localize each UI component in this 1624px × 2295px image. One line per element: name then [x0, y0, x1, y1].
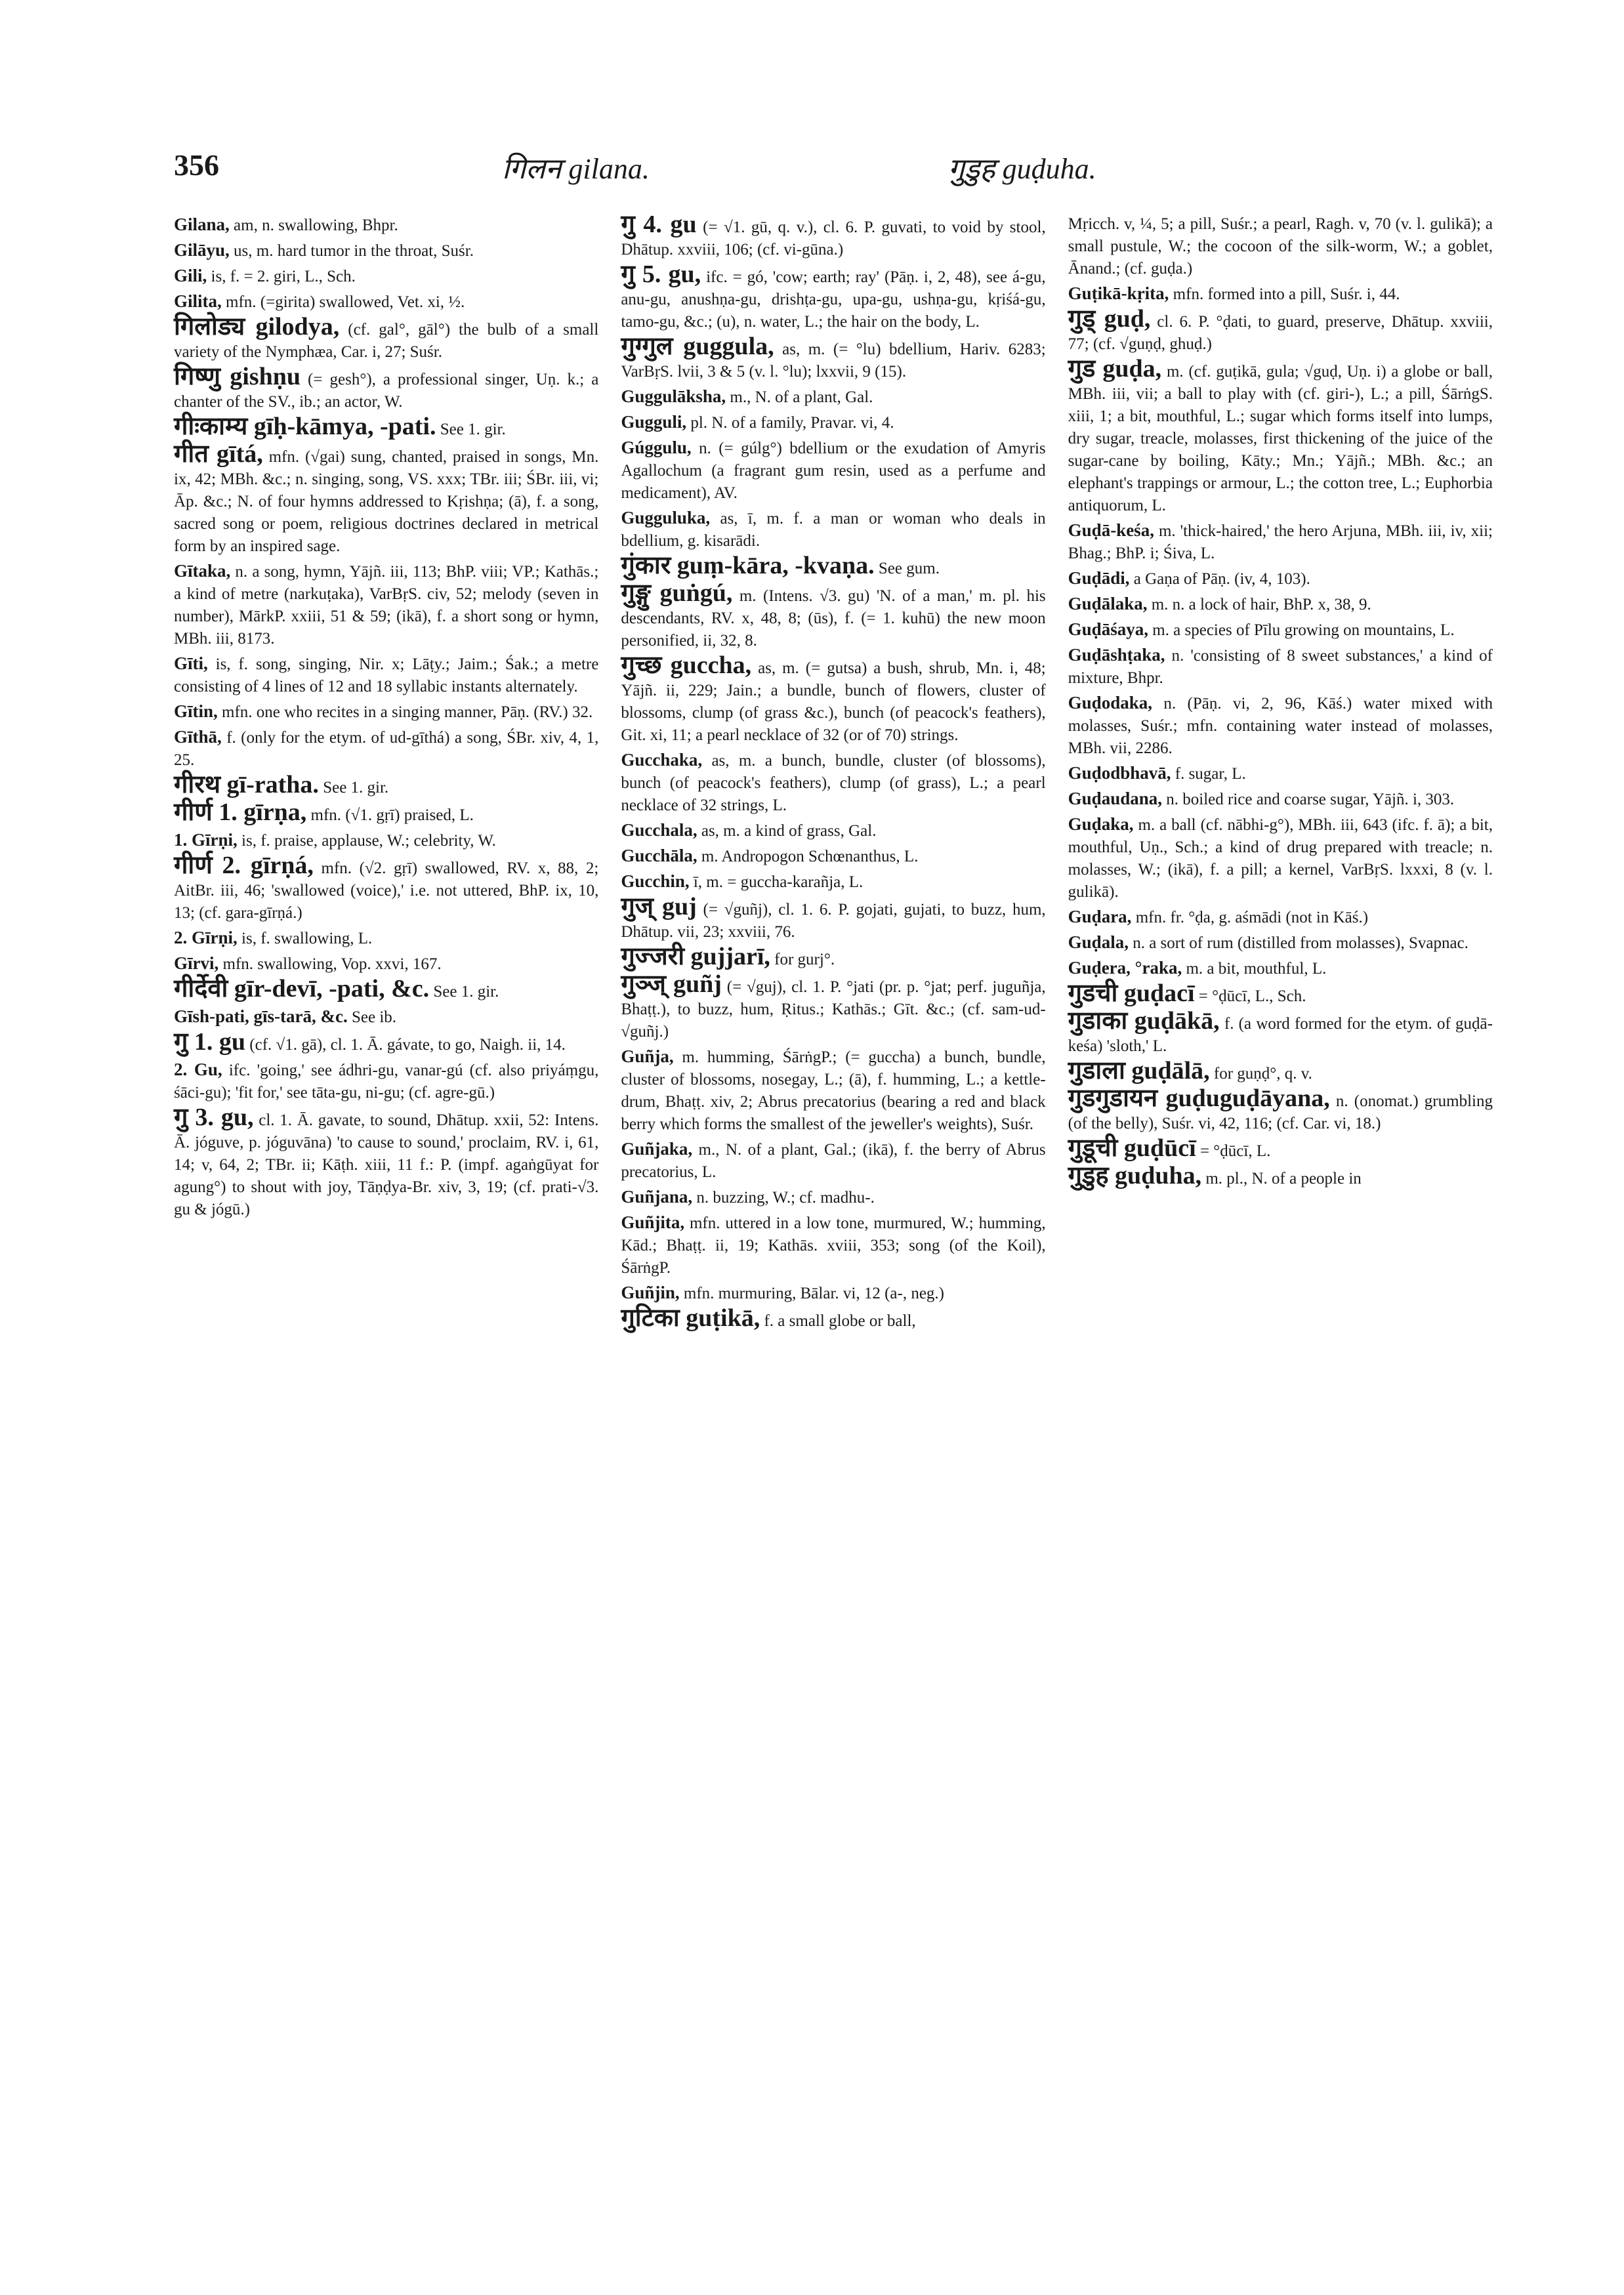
entry-definition: mfn. (√2. gṛī) swallowed, RV. x, 88, 2; AitBr. iii, 46; 'swallowed (voice),' i.e. not uttered, BhP. ix, 10, 13; (cf. gara-gīrṇá.) [174, 859, 599, 922]
entry-definition: ifc. 'going,' see ádhri-gu, vanar-gú (cf. also priyáṃgu, śāci-gu); 'fit for,' see tāta-gu, ni-gu; (cf. agre-gū.) [174, 1062, 599, 1102]
dictionary-entry [1068, 305, 1493, 356]
entry-headword: Gilita, [174, 291, 222, 311]
entry-headword: Guḍodaka, [1068, 693, 1152, 713]
dictionary-entry [1068, 692, 1493, 760]
entry-definition: a Gaṇa of Pāṇ. (iv, 4, 103). [1133, 570, 1310, 588]
dictionary-entry [621, 844, 1045, 868]
entry-definition: m. 'thick-haired,' the hero Arjuna, MBh. iii, iv, xii; Bhag.; BhP. i; Śiva, L. [1068, 522, 1493, 562]
entry-headword: Guḍāshṭaka, [1068, 645, 1165, 665]
entry-headword: 2. Gu, [174, 1060, 222, 1079]
entry-definition: = °ḍūcī, L., Sch. [1198, 987, 1306, 1005]
entry-definition: n. buzzing, W.; cf. madhu-. [696, 1189, 875, 1207]
dictionary-entry [174, 313, 599, 363]
entry-definition: m. a species of Pīlu growing on mountains, L. [1152, 621, 1455, 639]
entry-definition: is, f. praise, applause, W.; celebrity, W. [241, 832, 496, 850]
entry-definition: m. (cf. guṭikā, gula; √guḍ, Uṇ. i) a globe or ball, MBh. iii, vii; a ball to play with (cf. giri-), L.; a pill, ŚārṅgS. xiii, 1; a bit, mouthful, L.; sugar which forms itself into lumps, dry sugar, treacle, molasses, first thickening of the juice of the sugar-cane by boiling, Kāty.; Mn.; Yājñ.; MBh. &c.; an elephant's trappings or armour, L.; the cotton tree, L.; Euphorbia antiquorum, L. [1068, 363, 1493, 514]
entry-definition: as, m. (= gutsa) a bush, shrub, Mn. i, 48; Yājñ. ii, 229; Jain.; a bundle, bunch of flowers, cluster of blossoms, clump (of grass &c.), bunch (of peacock's feathers), Git. xi, 11; a pearl necklace of 32 (or of 70) strings. [621, 659, 1046, 744]
dictionary-entry [621, 1281, 1045, 1305]
entry-headword: गुडाका guḍākā, [1068, 1007, 1220, 1035]
entry-headword: Gīti, [174, 653, 208, 673]
entry-definition: (= √guj), cl. 1. P. °jati (pr. p. °jat; perf. juguñja, Bhaṭṭ.), to buzz, hum, Ṛitus.; Kathās.; Gīt. &c.; (cf. sam-ud-√guñj.) [621, 978, 1046, 1041]
dictionary-entry [621, 335, 1045, 383]
dictionary-entry [174, 700, 598, 724]
dictionary-entry [621, 1211, 1045, 1279]
dictionary-entry [1068, 931, 1493, 955]
page-number: 356 [174, 148, 219, 182]
entry-headword: गुटिका guṭikā, [621, 1304, 760, 1332]
entry-definition: (cf. gal°, gāl°) the bulb of a small variety of the Nymphæa, Car. i, 27; Suśr. [174, 321, 599, 361]
entry-definition: cl. 6. P. °ḍati, to guard, preserve, Dhātup. xxviii, 77; (cf. √guṇḍ, ghuḍ.) [1068, 313, 1493, 353]
entry-headword: गुग्गुल guggula, [621, 333, 774, 360]
page-header [174, 141, 1493, 194]
entry-definition: m., N. of a plant, Gal.; (ikā), f. the berry of Abrus precatorius, L. [621, 1141, 1046, 1181]
dictionary-entry [174, 652, 598, 698]
entry-definition: mfn. uttered in a low tone, murmured, W.; humming, Kād.; Bhaṭṭ. ii, 19; Kathās. xviii, 353; song (of the Koil), ŚārṅgP. [621, 1214, 1046, 1277]
entry-definition: See 1. gir. [440, 421, 506, 438]
entry-headword: Guñjita, [621, 1212, 685, 1232]
entry-definition: (cf. √1. gā), cl. 1. Ā. gávate, to go, Naigh. ii, 14. [249, 1036, 566, 1054]
dictionary-entry [621, 385, 1045, 409]
entry-headword: Guñjin, [621, 1283, 680, 1302]
entry-headword: गिष्णु gishṇu [174, 363, 301, 390]
entry-definition: us, m. hard tumor in the throat, Suśr. [234, 242, 474, 260]
entry-headword: Gīsh-pati, gīs-tarā, &c. [174, 1006, 348, 1026]
entry-definition: m. n. a lock of hair, BhP. x, 38, 9. [1151, 596, 1371, 613]
entry-headword: Gili, [174, 266, 207, 285]
dictionary-entry [174, 1028, 598, 1056]
entry-definition: f. a small globe or ball, [764, 1312, 916, 1330]
dictionary-entry [1068, 213, 1493, 280]
dictionary-entry [1068, 1134, 1493, 1163]
entry-definition: is, f. swallowing, L. [241, 930, 373, 947]
entry-headword: Guḍādi, [1068, 568, 1130, 588]
entry-definition: m. (Intens. √3. gu) 'N. of a man,' m. pl. his descendants, RV. x, 48, 8; (ūs), f. (= 1. kuhū) the new moon personified, ii, 32, 8. [621, 587, 1046, 650]
dictionary-entry [621, 260, 1046, 333]
entry-definition: m., N. of a plant, Gal. [730, 388, 873, 406]
entry-headword: Gucchala, [621, 820, 697, 840]
entry-headword: Gucchāla, [621, 846, 697, 865]
dictionary-entry [1068, 1057, 1493, 1085]
entry-definition: n. a sort of rum (distilled from molasses), Svapnac. [1133, 934, 1468, 952]
entry-headword: Gúggulu, [621, 438, 692, 457]
entry-definition: m. a ball (cf. nābhi-g°), MBh. iii, 643 (ifc. f. ā); a bit, mouthful, Uṇ., Sch.; a kind of drug prepared with treacle; n. molasses, W.; (ikā), f. a pill; a kernel, VarBṛS. lxxxi, 8 (v. l. gulikā). [1068, 816, 1493, 901]
entry-headword: Guḍala, [1068, 932, 1129, 952]
dictionary-entry [621, 945, 1045, 971]
entry-headword: 2. Gīrṇi, [174, 928, 238, 947]
dictionary-entry [621, 970, 1046, 1043]
entry-headword: गु 5. gu, [621, 260, 701, 288]
entry-headword: Gilana, [174, 215, 230, 234]
entry-definition: as, m. (= °lu) bdellium, Hariv. 6283; VarBṛS. lvii, 3 & 5 (v. l. °lu); lxxvii, 9 (15). [621, 341, 1046, 381]
column-1 [174, 213, 598, 1334]
dictionary-entry [621, 1186, 1045, 1209]
entry-definition: n. (onomat.) grumbling (of the belly), Suśr. vi, 42, 116; (cf. Car. vi, 18.) [1068, 1092, 1493, 1132]
entry-definition: n. a song, hymn, Yājñ. iii, 113; BhP. viii; VP.; Kathās.; a kind of metre (narkuṭaka), VarBṛS. civ, 52; melody (seven in number), MārkP. xxiii, 51 & 59; (ikā), f. a short song or hymn, MBh. iii, 8173. [174, 563, 599, 648]
entry-definition: ifc. = gó, 'cow; earth; ray' (Pāṇ. i, 2, 48), see á-gu, anu-gu, anushṇa-gu, drishṭa-gu, upa-gu, ushṇa-gu, kṛiśá-gu, tamo-gu, &c.; (u), n. water, L.; the hair on the body, L. [621, 268, 1046, 331]
entry-headword: Guḍodbhavā, [1068, 763, 1171, 783]
dictionary-entry [1068, 982, 1493, 1008]
entry-headword: Guñjaka, [621, 1139, 693, 1159]
dictionary-entry [1068, 355, 1493, 517]
dictionary-entry [621, 411, 1045, 434]
dictionary-entry [621, 651, 1046, 747]
dictionary-entry [174, 239, 598, 262]
entry-headword: 1. Gīrṇi, [174, 830, 238, 850]
entry-definition: as, m. a bunch, bundle, cluster (of blossoms), bunch (of peacock's feathers), clump (of grass), L.; a pearl necklace of 32 strings, L. [621, 752, 1046, 814]
entry-definition: m. pl., N. of a people in [1205, 1170, 1362, 1188]
entry-headword: गु 1. gu [174, 1028, 246, 1056]
entry-definition: See gum. [878, 560, 940, 577]
entry-definition: as, m. a kind of grass, Gal. [701, 822, 877, 840]
entry-headword: Gītin, [174, 701, 218, 721]
entry-definition: mfn. fr. °ḍa, g. aśmādi (not in Kāś.) [1135, 909, 1369, 926]
entry-definition: f. (a word formed for the etym. of guḍā-keśa) 'sloth,' L. [1068, 1015, 1493, 1055]
column-3 [1068, 213, 1493, 1334]
entry-headword: गुड guḍa, [1068, 355, 1162, 382]
entry-definition: (= √1. gū, q. v.), cl. 6. P. guvati, to void by stool, Dhātup. xxviii, 106; (cf. vi-gūna.) [621, 218, 1046, 258]
dictionary-entry [621, 870, 1045, 894]
dictionary-entry [1068, 957, 1493, 980]
dictionary-entry [621, 1138, 1045, 1184]
entry-definition: mfn. (=girita) swallowed, Vet. xi, ½. [226, 293, 465, 311]
entry-headword: Guḍara, [1068, 907, 1132, 926]
dictionary-entry [621, 554, 1045, 580]
dictionary-entry [174, 798, 598, 827]
column-2 [621, 213, 1045, 1334]
entry-headword: गुञ्ज् guñj [621, 970, 722, 998]
entry-definition: See ib. [351, 1008, 397, 1026]
dictionary-entry [621, 1045, 1045, 1136]
dictionary-entry [174, 854, 598, 924]
entry-definition: ī, m. = guccha-karañja, L. [693, 873, 864, 891]
dictionary-entry [1068, 762, 1493, 785]
dictionary-entry [621, 436, 1045, 505]
dictionary-entry [1068, 1087, 1493, 1135]
entry-definition: f. (only for the etym. of ud-gīthá) a song, ŚBr. xiv, 4, 1, 25. [174, 729, 599, 769]
dictionary-entry [174, 264, 598, 288]
dictionary-entry [174, 290, 598, 314]
entry-definition: mfn. (√gai) sung, chanted, praised in songs, Mn. ix, 42; MBh. &c.; n. singing, song, VS. xxx; TBr. iii; ŚBr. iii, vi; Āp. &c.; N. of four hymns addressed to Kṛishṇa; (ā), f. a song, sacred song or poem, religious doctrines declared in metrical form by an inspired sage. [174, 448, 599, 555]
dictionary-entry [1068, 519, 1493, 565]
entry-definition: is, f. song, singing, Nir. x; Lāṭy.; Jaim.; Śak.; a metre consisting of 4 lines of 12 and 18 syllabic instants alternately. [174, 655, 599, 695]
dictionary-entry [174, 726, 598, 772]
dictionary-entry [1068, 813, 1493, 903]
dictionary-entry [1068, 644, 1493, 690]
entry-headword: Guḍera, °raka, [1068, 958, 1182, 978]
entry-headword: गिलोड्य gilodya, [174, 313, 340, 341]
entry-headword: गीःकाम्य gīḥ-kāmya, -pati. [174, 413, 436, 440]
entry-definition: m. humming, ŚārṅgP.; (= guccha) a bunch, bundle, cluster of blossoms, nosegay, L.; (ā), f. humming, L.; a kettle-drum, Bhaṭṭ. xiv, 2; Abrus precatorius (bearing a red and black berry which forms the smallest of the jeweller's weights), Suśr. [621, 1048, 1046, 1133]
entry-definition: m. Andropogon Schœnanthus, L. [701, 848, 919, 865]
entry-headword: गुडगुडायन guḍuguḍāyana, [1068, 1085, 1330, 1112]
dictionary-entry [1068, 787, 1493, 811]
entry-headword: गुडुह guḍuha, [1068, 1162, 1202, 1189]
entry-headword: Gīrvi, [174, 953, 219, 973]
entry-headword: गुज् guj [621, 893, 697, 920]
entry-definition: f. sugar, L. [1175, 765, 1246, 783]
dictionary-entry [174, 560, 598, 650]
dictionary-entry [174, 975, 598, 1003]
entry-definition: See 1. gir. [323, 779, 389, 796]
entry-headword: गुंकार guṃ-kāra, -kvaṇa. [621, 552, 875, 579]
entry-definition: See 1. gir. [433, 983, 499, 1001]
entry-headword: Gugguli, [621, 412, 687, 432]
entry-headword: Gugguluka, [621, 508, 711, 527]
entry-definition: for gurj°. [774, 951, 835, 968]
entry-headword: Guñjana, [621, 1187, 693, 1207]
entry-headword: गुडूची guḍūcī [1068, 1134, 1196, 1162]
entry-definition: is, f. = 2. giri, L., Sch. [211, 268, 356, 285]
entry-headword: Gīthā, [174, 727, 222, 747]
dictionary-entry [174, 440, 599, 558]
dictionary-entry [1068, 567, 1493, 590]
dictionary-entry [174, 365, 598, 413]
entry-definition: (= gesh°), a professional singer, Uṇ. k.; a chanter of the SV., ib.; an actor, W. [174, 371, 599, 411]
dictionary-entry [1068, 592, 1493, 616]
entry-headword: Guḍā-keśa, [1068, 520, 1154, 540]
dictionary-entry [174, 1005, 598, 1029]
entry-headword: Gītaka, [174, 561, 231, 581]
entry-definition: m. a bit, mouthful, L. [1186, 960, 1327, 978]
dictionary-entry [174, 771, 598, 799]
entry-definition: mfn. swallowing, Vop. xxvi, 167. [222, 955, 442, 973]
entry-headword: Gucchin, [621, 871, 690, 891]
dictionary-entry [174, 1058, 598, 1104]
dictionary-entry [621, 893, 1046, 943]
entry-definition: (= √guñj), cl. 1. 6. P. gojati, gujati, to buzz, hum, Dhātup. vii, 23; xxviii, 76. [621, 901, 1046, 941]
entry-headword: Guḍaudana, [1068, 789, 1162, 808]
catchword-right: गुडुह guḍuha. [948, 153, 1096, 185]
dictionary-entry [621, 213, 1045, 261]
catchword-left: गिलन gilana. [502, 153, 650, 185]
entry-headword: गीत gītá, [174, 440, 263, 468]
entry-headword: Guḍaka, [1068, 814, 1134, 834]
entry-definition: n. (Pāṇ. vi, 2, 96, Kāś.) water mixed with molasses, Suśr.; mfn. containing water instead of molasses, MBh. vii, 2286. [1068, 695, 1493, 757]
dictionary-entry [621, 579, 1046, 652]
entry-headword: गीरथ gī-ratha. [174, 771, 319, 798]
entry-headword: गुडची guḍacī [1068, 980, 1195, 1007]
columns [174, 213, 1493, 1334]
entry-headword: Guṭikā-kṛita, [1068, 283, 1169, 303]
dictionary-entry [174, 213, 598, 237]
dictionary-entry [1068, 1162, 1493, 1190]
dictionary-entry [1068, 905, 1493, 929]
entry-definition: cl. 1. Ā. gavate, to sound, Dhātup. xxii, 52: Intens. Ā. jóguve, p. jóguvāna) 'to cause to sound,' proclaim, RV. i, 61, 14; v, 64, 2; TBr. ii; Kāṭh. xiii, 11 f.: P. (impf. agaṅgūyat for agung°) to shout with joy, Tāṇḍya-Br. xiv, 3, 19; (cf. prati-√3. gu & jógū.) [174, 1111, 599, 1218]
entry-headword: गुज्जरी gujjarī, [621, 943, 770, 970]
entry-definition: as, ī, m. f. a man or woman who deals in bdellium, g. kisarādi. [621, 510, 1046, 550]
entry-headword: गुङ्गु guṅgú, [621, 579, 733, 607]
entry-headword: गीर्ण 2. gīrṇá, [174, 852, 314, 879]
entry-definition: = °ḍūcī, L. [1199, 1142, 1271, 1160]
entry-definition: mfn. one who recites in a singing manner, Pāṇ. (RV.) 32. [222, 703, 593, 721]
entry-definition: mfn. formed into a pill, Suśr. i, 44. [1173, 285, 1400, 303]
dictionary-entry [174, 926, 598, 950]
entry-headword: गु 4. gu [621, 211, 697, 238]
entry-headword: गुड् guḍ, [1068, 305, 1151, 333]
entry-definition: am, n. swallowing, Bhpr. [234, 217, 398, 234]
entry-headword: Guḍāśaya, [1068, 619, 1148, 639]
dictionary-entry [621, 749, 1045, 817]
entry-definition: mfn. murmuring, Bālar. vi, 12 (a-, neg.) [683, 1285, 945, 1302]
dictionary-entry [1068, 282, 1493, 306]
dictionary-entry [621, 1304, 1045, 1333]
dictionary-entry [174, 1106, 598, 1221]
entry-headword: Guggulāksha, [621, 386, 726, 406]
dictionary-entry [174, 829, 598, 852]
entry-definition: n. (= gúlg°) bdellium or the exudation of Amyris Agallochum (a fragrant gum resin, used as a perfume and medicament), AV. [621, 440, 1046, 502]
entry-definition: pl. N. of a family, Pravar. vi, 4. [690, 414, 894, 432]
dictionary-entry [174, 952, 598, 976]
entry-headword: Gucchaka, [621, 750, 703, 770]
entry-definition: n. boiled rice and coarse sugar, Yājñ. i, 303. [1166, 791, 1455, 808]
entry-headword: गीर्ण 1. gīrṇa, [174, 798, 307, 826]
entry-definition: n. 'consisting of 8 sweet substances,' a kind of mixture, Bhpr. [1068, 647, 1493, 687]
entry-headword: Gilāyu, [174, 240, 230, 260]
dictionary-entry [174, 415, 598, 441]
dictionary-entry [1068, 1007, 1493, 1058]
entry-definition: Mṛicch. v, ¼, 5; a pill, Suśr.; a pearl, Ragh. v, 70 (v. l. gulikā); a small pustule, W.; the cocoon of the silk-worm, W.; a goblet, Ānand.; (cf. guḍa.) [1068, 215, 1493, 278]
entry-headword: गुडाला guḍālā, [1068, 1057, 1210, 1085]
entry-headword: Guñja, [621, 1046, 674, 1066]
dictionary-entry [1068, 618, 1493, 642]
dictionary-entry [621, 819, 1045, 842]
entry-headword: गुच्छ guccha, [621, 651, 752, 679]
entry-headword: Guḍālaka, [1068, 594, 1148, 613]
dictionary-entry [621, 507, 1045, 552]
entry-definition: for guṇḍ°, q. v. [1213, 1065, 1312, 1083]
entry-definition: mfn. (√1. gṛī) praised, L. [310, 806, 474, 824]
entry-headword: गीर्देवी gīr-devī, -pati, &c. [174, 975, 430, 1003]
entry-headword: गु 3. gu, [174, 1104, 254, 1131]
